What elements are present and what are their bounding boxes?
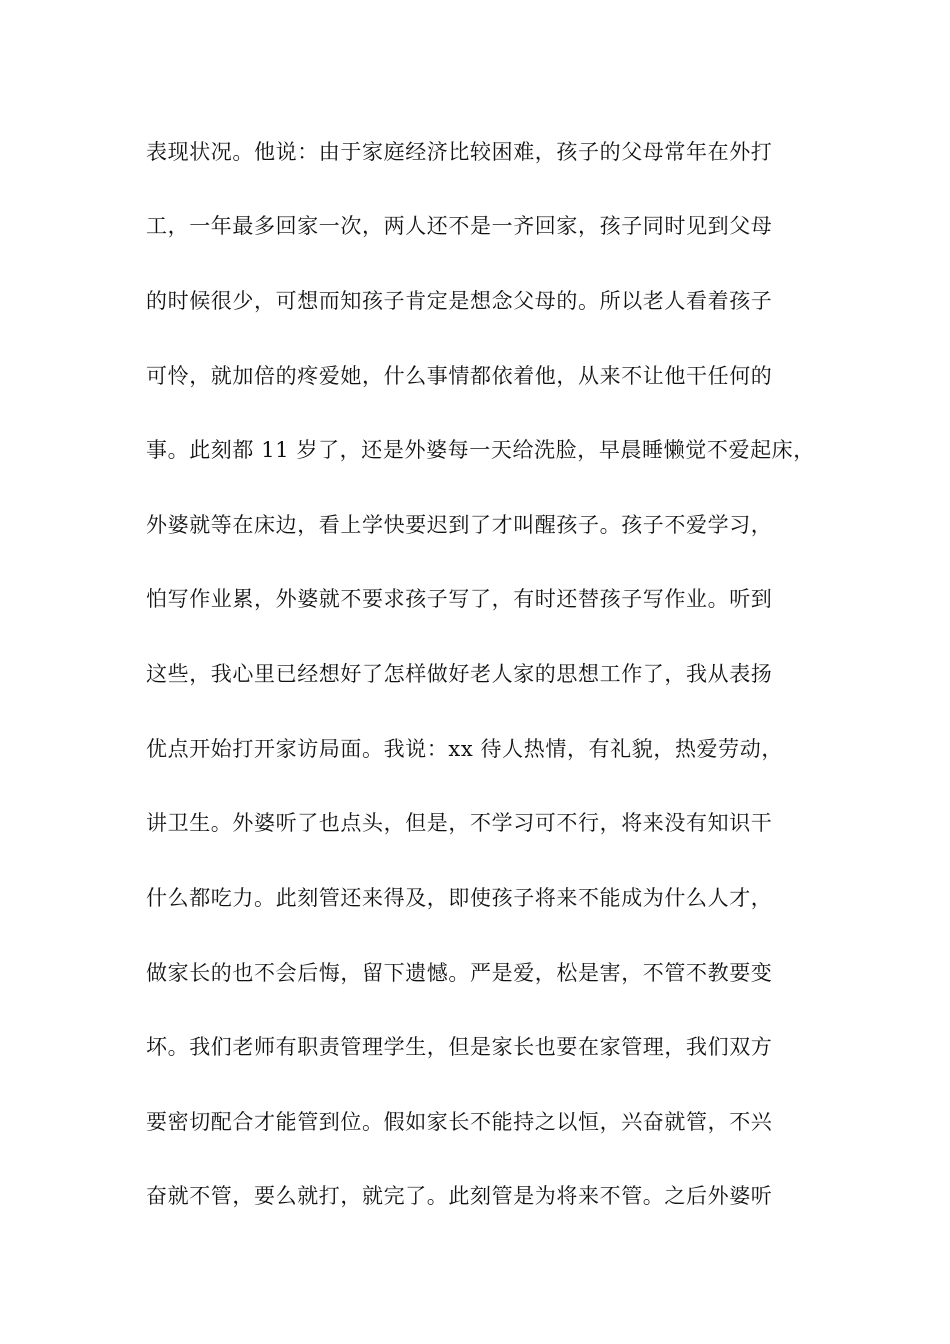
text-line: 这些，我心里已经想好了怎样做好老人家的思想工作了，我从表扬 [146, 662, 773, 686]
text-line: 什么都吃力。此刻管还来得及，即使孩子将来不能成为什么人才， [146, 886, 773, 910]
text-line: 可怜，就加倍的疼爱她，什么事情都依着他，从来不让他干任何的 [146, 364, 773, 388]
text-line: 工，一年最多回家一次，两人还不是一齐回家，孩子同时见到父母 [146, 214, 773, 238]
text-line: 坏。我们老师有职责管理学生，但是家长也要在家管理，我们双方 [146, 1035, 773, 1059]
text-line: 优点开始打开家访局面。我说：xx 待人热情，有礼貌，热爱劳动， [146, 737, 783, 761]
text-line: 表现状况。他说：由于家庭经济比较困难，孩子的父母常年在外打 [146, 140, 773, 164]
text-line: 讲卫生。外婆听了也点头，但是，不学习可不行，将来没有知识干 [146, 811, 773, 835]
text-line: 做家长的也不会后悔，留下遗憾。严是爱，松是害，不管不教要变 [146, 961, 773, 985]
text-line: 要密切配合才能管到位。假如家长不能持之以恒，兴奋就管，不兴 [146, 1110, 773, 1134]
text-line: 外婆就等在床边，看上学快要迟到了才叫醒孩子。孩子不爱学习， [146, 513, 773, 537]
text-line: 事。此刻都 11 岁了，还是外婆每一天给洗脸，早晨睡懒觉不爱起床， [146, 438, 815, 462]
text-line: 怕写作业累，外婆就不要求孩子写了，有时还替孩子写作业。听到 [146, 587, 773, 611]
text-line: 奋就不管，要么就打，就完了。此刻管是为将来不管。之后外婆听 [146, 1184, 773, 1208]
text-line: 的时候很少，可想而知孩子肯定是想念父母的。所以老人看着孩子 [146, 289, 773, 313]
